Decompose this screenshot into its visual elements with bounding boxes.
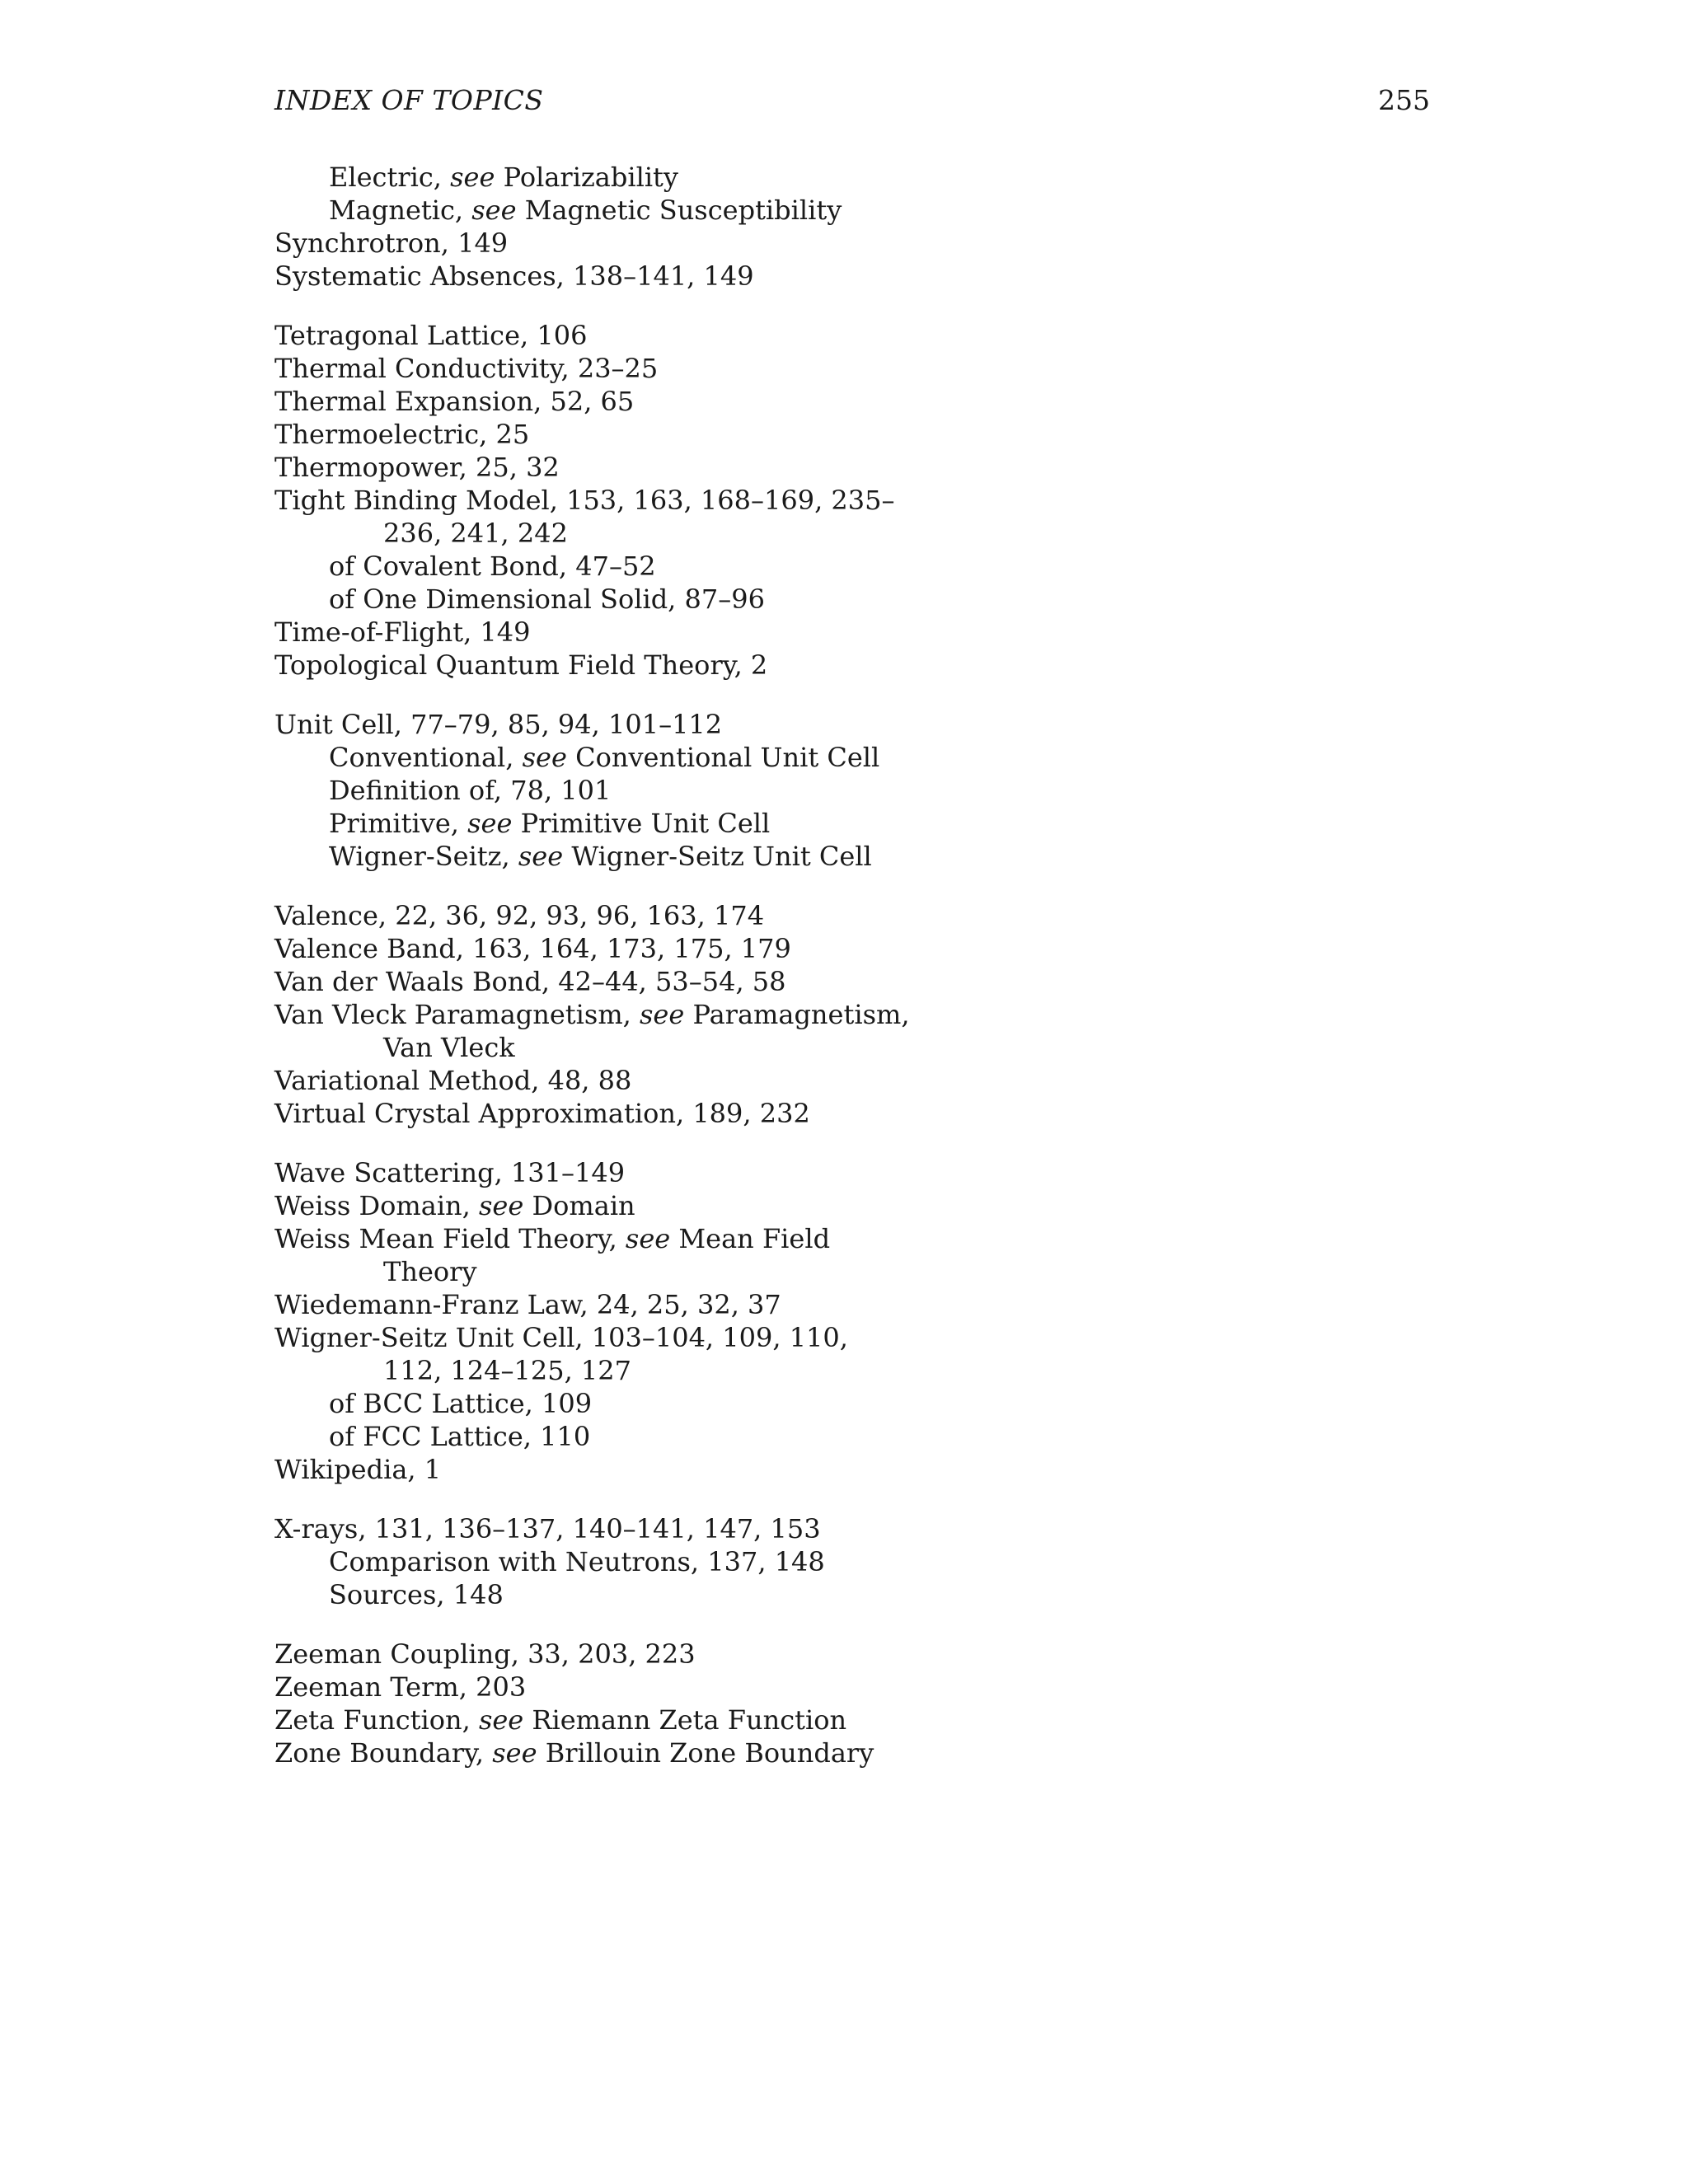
entry-text: of FCC Lattice, 110	[329, 1421, 591, 1452]
entry-text: Valence, 22, 36, 92, 93, 96, 163, 174	[274, 900, 765, 931]
entry-text: Wiedemann-Franz Law, 24, 25, 32, 37	[274, 1289, 781, 1320]
entry-text: Unit Cell, 77–79, 85, 94, 101–112	[274, 709, 723, 740]
see-reference-marker: see	[625, 1223, 671, 1254]
entry-text: Wikipedia, 1	[274, 1454, 442, 1485]
entry-text: Theory	[383, 1256, 477, 1287]
entry-text: X-rays, 131, 136–137, 140–141, 147, 153	[274, 1513, 821, 1544]
index-entry	[274, 1638, 868, 1671]
entry-text: Virtual Crystal Approximation, 189, 232	[274, 1098, 810, 1129]
see-reference-target: Domain	[523, 1190, 635, 1221]
index-entry	[274, 965, 868, 998]
index-entry	[274, 1453, 868, 1486]
index-letter-group	[274, 161, 868, 293]
entry-text: Thermoelectric, 25	[274, 419, 530, 450]
index-entry	[274, 227, 868, 260]
see-reference-target: Primitive Unit Cell	[512, 808, 771, 839]
index-entry	[274, 1064, 868, 1097]
index-subentry	[274, 194, 868, 227]
entry-text: Time-of-Flight, 149	[274, 616, 531, 648]
entry-text: Definition of, 78, 101	[329, 775, 612, 806]
index-entry	[274, 352, 868, 385]
entry-text: of One Dimensional Solid, 87–96	[329, 583, 765, 615]
entry-text: Weiss Mean Field Theory,	[274, 1223, 626, 1254]
entry-text: of Covalent Bond, 47–52	[329, 551, 656, 582]
index-entry	[274, 451, 868, 484]
entry-text: Thermal Expansion, 52, 65	[274, 386, 635, 417]
index-subentry	[274, 807, 868, 840]
entry-text: Wigner-Seitz Unit Cell, 103–104, 109, 110,	[274, 1322, 848, 1353]
entry-text: Van Vleck Paramagnetism,	[274, 999, 640, 1030]
entry-text: Van der Waals Bond, 42–44, 53–54, 58	[274, 966, 786, 997]
index-subentry	[274, 741, 880, 774]
index-entry	[274, 932, 868, 965]
entry-text: Tight Binding Model, 153, 163, 168–169, 235–	[274, 485, 895, 516]
entry-text: 236, 241, 242	[383, 518, 568, 549]
index-letter-group	[274, 1638, 874, 1769]
index-entry	[274, 418, 868, 451]
index-entry	[274, 708, 868, 741]
page-header	[274, 82, 1430, 119]
see-reference-marker: see	[522, 742, 567, 773]
see-reference-marker: see	[492, 1737, 537, 1769]
see-reference-target: Paramagnetism,	[684, 999, 910, 1030]
entry-text: Magnetic,	[329, 194, 472, 226]
index-list	[274, 161, 910, 1769]
index-entry	[274, 1321, 868, 1354]
entry-text: Thermal Conductivity, 23–25	[274, 353, 659, 384]
index-subentry	[274, 1420, 868, 1453]
index-entry	[274, 319, 868, 352]
index-entry	[274, 1704, 868, 1736]
page-number: 255	[1378, 84, 1430, 116]
entry-text: Systematic Absences, 138–141, 149	[274, 260, 754, 292]
entry-text: Wave Scattering, 131–149	[274, 1157, 626, 1188]
entry-text: Zone Boundary,	[274, 1737, 493, 1769]
entry-text: Comparison with Neutrons, 137, 148	[329, 1546, 825, 1577]
see-reference-target: Brillouin Zone Boundary	[537, 1737, 874, 1769]
index-entry	[274, 899, 868, 932]
index-subentry	[274, 1578, 868, 1611]
see-reference-target: Wigner-Seitz Unit Cell	[563, 841, 872, 872]
entry-text: Variational Method, 48, 88	[274, 1065, 632, 1096]
entry-text: Zeta Function,	[274, 1704, 479, 1736]
index-entry-continuation	[274, 517, 868, 550]
index-entry-continuation	[274, 1031, 868, 1064]
entry-text: Weiss Domain,	[274, 1190, 479, 1221]
see-reference-target: Magnetic Susceptibility	[516, 194, 842, 226]
see-reference-marker: see	[478, 1704, 524, 1736]
entry-text: Tetragonal Lattice, 106	[274, 320, 588, 351]
index-subentry	[274, 550, 868, 583]
index-subentry	[274, 1387, 868, 1420]
see-reference-marker: see	[479, 1190, 524, 1221]
see-reference-marker: see	[450, 162, 495, 193]
index-entry	[274, 1222, 868, 1255]
see-reference-target: Mean Field	[670, 1223, 831, 1254]
index-entry	[274, 998, 910, 1031]
entry-text: Primitive,	[329, 808, 468, 839]
index-letter-group	[274, 708, 880, 873]
index-subentry	[274, 774, 868, 807]
entry-text: Thermopower, 25, 32	[274, 452, 560, 483]
index-entry	[274, 1097, 868, 1130]
index-entry	[274, 616, 868, 649]
index-subentry	[274, 583, 868, 616]
entry-text: Wigner-Seitz,	[329, 841, 518, 872]
index-entry	[274, 1189, 868, 1222]
index-entry	[274, 649, 868, 682]
entry-text: 112, 124–125, 127	[383, 1355, 631, 1386]
entry-text: Sources, 148	[329, 1579, 504, 1610]
index-entry	[274, 1671, 868, 1704]
entry-text: Conventional,	[329, 742, 523, 773]
entry-text: Valence Band, 163, 164, 173, 175, 179	[274, 933, 791, 964]
see-reference-marker: see	[467, 808, 513, 839]
index-entry-continuation	[274, 1354, 868, 1387]
see-reference-marker: see	[518, 841, 564, 872]
see-reference-marker: see	[471, 194, 517, 226]
entry-text: Synchrotron, 149	[274, 227, 509, 259]
index-entry-continuation	[274, 1255, 868, 1288]
index-letter-group	[274, 319, 895, 682]
entry-text: Electric,	[329, 162, 451, 193]
index-entry	[274, 1288, 868, 1321]
index-entry	[274, 385, 868, 418]
index-letter-group	[274, 899, 910, 1130]
index-subentry	[274, 161, 868, 194]
entry-text: Topological Quantum Field Theory, 2	[274, 649, 768, 681]
index-entry	[274, 1512, 868, 1545]
index-letter-group	[274, 1156, 868, 1486]
index-entry	[274, 1156, 868, 1189]
entry-text: Van Vleck	[383, 1032, 515, 1063]
see-reference-target: Conventional Unit Cell	[566, 742, 880, 773]
index-entry	[274, 260, 868, 293]
index-entry	[274, 484, 895, 517]
index-entry	[274, 1736, 874, 1769]
entry-text: Zeeman Term, 203	[274, 1671, 527, 1703]
index-subentry	[274, 840, 872, 873]
entry-text: of BCC Lattice, 109	[329, 1388, 593, 1419]
running-head: INDEX OF TOPICS	[274, 84, 544, 116]
see-reference-target: Polarizability	[495, 162, 678, 193]
index-letter-group	[274, 1512, 868, 1611]
index-subentry	[274, 1545, 868, 1578]
see-reference-target: Riemann Zeta Function	[523, 1704, 847, 1736]
entry-text: Zeeman Coupling, 33, 203, 223	[274, 1638, 696, 1670]
see-reference-marker: see	[640, 999, 685, 1030]
